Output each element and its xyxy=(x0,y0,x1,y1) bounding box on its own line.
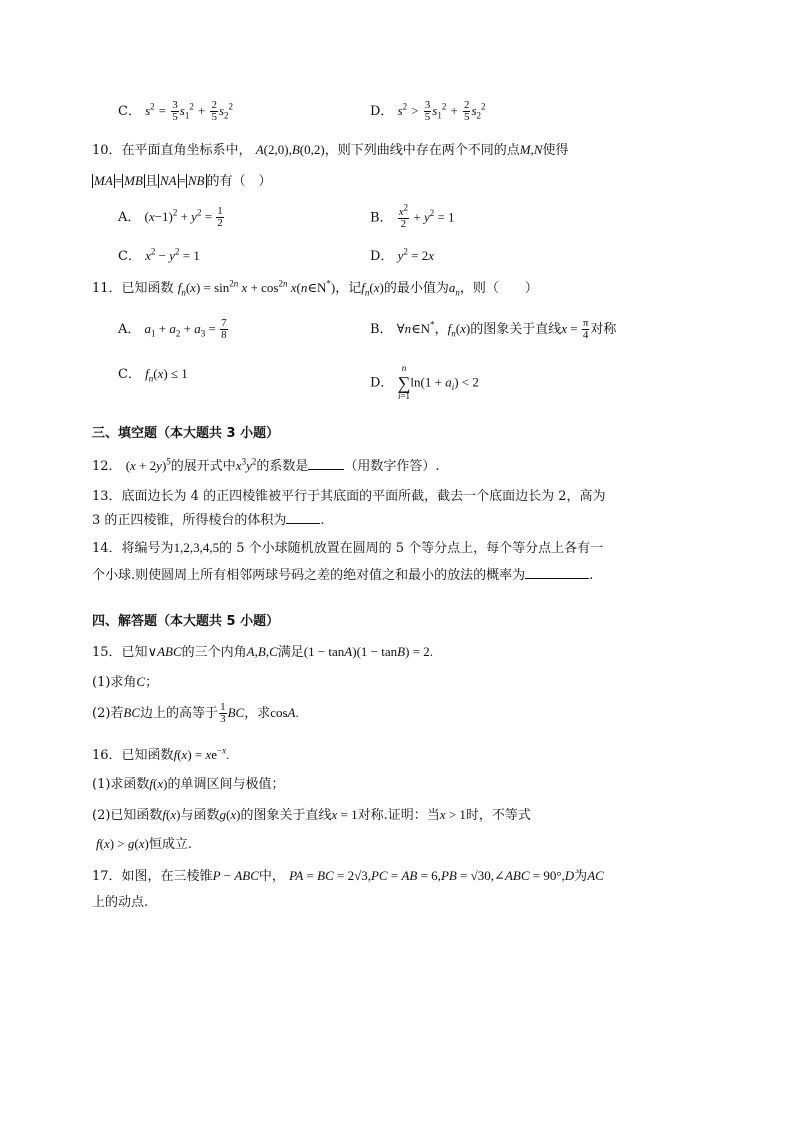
q16-stem: 16．已知函数$f(x) = xe^{-x}$. xyxy=(92,745,230,763)
q10-stem-line1: 10．在平面直角坐标系中， A(2,0),B(0,2)，则下列曲线中存在两个不同的点M,N使得 xyxy=(92,142,569,158)
q11-option-b: B． ∀n∈N*，$f_n(x)$的图象关于直线x = $\frac{\pi}{4}$ 对称 xyxy=(370,317,617,341)
q15-part2: (2)若BC边上的高等于 $\frac{1}{3}$ BC，求cosA. xyxy=(92,701,299,725)
q11-stem: 11．已知函数 $f_n(x) = \sin^{2n} x + \cos^{2n}$ x(n∈N*)，记$f_n(x)$的最小值为$a_n$，则（ ） xyxy=(92,278,538,298)
answer-blank[interactable] xyxy=(525,566,589,579)
q9-option-d: D． $s^2$ > $\frac{3}{5}$ $s_1^2$ + $\frac{2}{5}$ $s_2^2$ xyxy=(370,99,486,123)
q10-stem-line2: MA = MB 且 NA = NB 的有（ ） xyxy=(94,173,272,189)
q10-option-c: C． $x^2 - y^2 = 1$ xyxy=(118,246,200,264)
q13-line1: 13．底面边长为 4 的正四棱锥被平行于其底面的平面所截，截去一个底面边长为 2，高为 xyxy=(92,489,606,504)
q16-part1: (1)求函数f(x)的单调区间与极值； xyxy=(92,776,285,792)
q13-line2: 3 的正四棱锥，所得棱台的体积为 . xyxy=(92,513,325,528)
section-4-title: 四、解答题（本大题共 5 小题） xyxy=(92,614,280,629)
option-label: C． xyxy=(118,104,141,119)
section-3-title: 三、填空题（本大题共 3 小题） xyxy=(92,426,280,441)
answer-blank[interactable] xyxy=(308,457,344,470)
q16-part2-cont: f(x) > g(x)恒成立. xyxy=(96,836,193,852)
q14-line2: 个小球.则使圆周上所有相邻两球号码之差的绝对值之和最小的放法的概率为 . xyxy=(92,568,594,583)
option-label: D． xyxy=(370,104,394,119)
q10-option-d: D． $y^2 = 2x$ xyxy=(370,246,434,264)
q9-option-c: C． $s^2$ = $\frac{3}{5}$ $s_1^2$ + $\frac{2}{5}$ $s_2^2$ xyxy=(118,99,234,123)
q12-stem: 12． $(x + 2y)^5$的展开式中$x^3y^2$的系数是 （用数字作答）. xyxy=(92,456,440,474)
q11-option-c: C． $f_n(x) \le 1$ xyxy=(118,366,188,384)
q10-option-a: A． $(x-1)^2 + y^2$ = $\frac{1}{2}$ xyxy=(118,205,223,229)
q16-part2: (2)已知函数f(x)与函数g(x)的图象关于直线x = 1对称.证明：当x > 1时，不等式 xyxy=(92,807,531,823)
q14-line1: 14．将编号为1,2,3,4,5的 5 个小球随机放置在圆周的 5 个等分点上，每个等分点上各有一 xyxy=(92,540,604,556)
q11-option-a: A． $a_1 + a_2 + a_3$ = $\frac{7}{8}$ xyxy=(118,317,227,341)
answer-blank[interactable] xyxy=(286,511,320,524)
q17-stem-line2: 上的动点. xyxy=(92,895,149,910)
q15-part1: (1)求角C； xyxy=(92,674,159,690)
q11-option-d: D． n ∑ $i=1\ln(1 + a_i) < 2$ xyxy=(370,363,479,401)
q17-stem-line1: 17．如图，在三棱锥P − ABC中， PA = BC = 2√3,PC = AB = 6,PB = √30,∠ABC = 90°,D为AC xyxy=(92,868,604,884)
q15-stem: 15．已知∨ABC的三个内角A,B,C满足(1 − tanA)(1 − tanB) = 2. xyxy=(92,644,433,660)
q10-option-b: B． $\frac{x^2}{2}$ + $y^2 = 1$ xyxy=(370,202,455,230)
